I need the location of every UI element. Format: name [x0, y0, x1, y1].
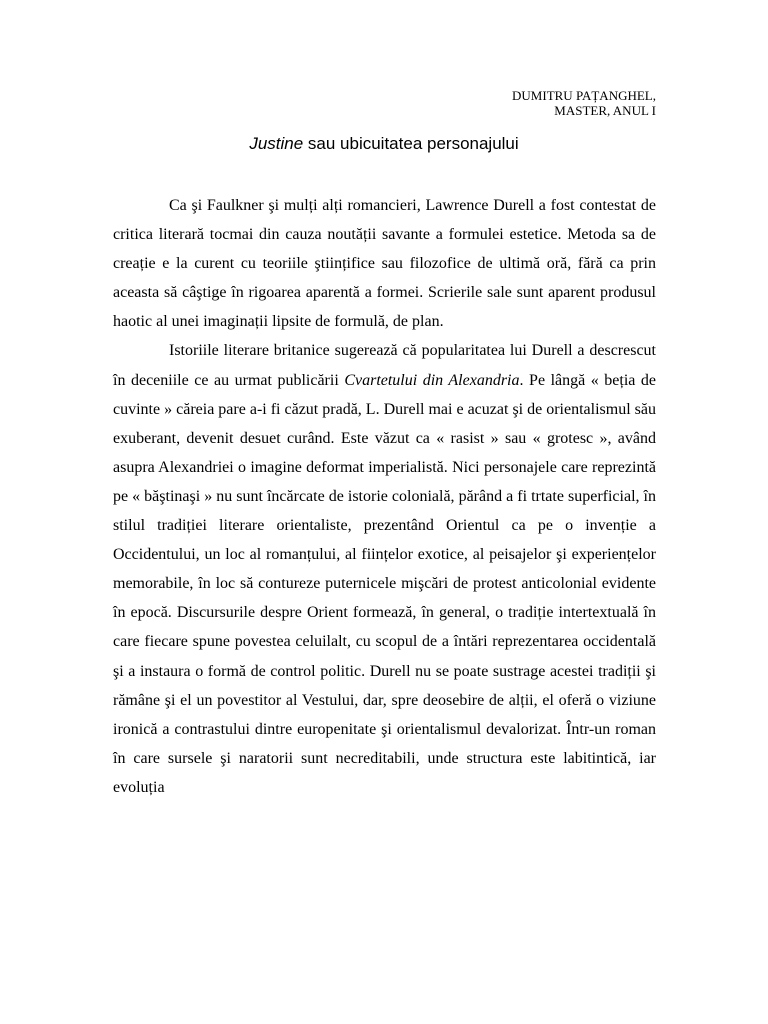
title-rest: sau ubicuitatea personajului: [303, 134, 519, 153]
paragraph-2: [113, 336, 656, 802]
book-title-italic: Cvartetului din Alexandria: [344, 371, 520, 389]
document-title: [0, 133, 768, 155]
paragraph-1: Ca şi Faulkner şi mulți alți romancieri, Lawrence Durell a fost contestat de critica literară tocmai din cauza noutății savante a formulei estetice. Metoda sa de creație e la curent cu teoriile ştiințifice sau filozofice de ultimă oră, fără ca prin aceasta să câştige în rigoarea aparentă a formei. Scrierile sale sunt aparent produsul haotic al unei imaginații lipsite de formulă, de plan.: [113, 197, 656, 331]
author-name: DUMITRU PAȚANGHEL,: [512, 88, 656, 103]
document-body: [113, 191, 656, 802]
author-block: [512, 88, 656, 118]
title-italic-part: Justine: [249, 134, 304, 153]
paragraph-2-text-end: . Pe lângă « beția de cuvinte » căreia pare a-i fi căzut pradă, L. Durell mai e acuzat şi de orientalismul său exuberant, devenit desuet curând. Este văzut ca « rasist » sau « grotesc », având asupra Alexandriei o imagine deformat imperialistă. Nici personajele care reprezintă pe « băştinaşi » nu sunt încărcate de istorie colonială, părând a fi trtate superficial, în stilul tradiției literare orientaliste, prezentând Orientul ca pe o invenție a Occidentului, un loc al romanțului, al ființelor exotice, al peisajelor şi experiențelor memorabile, în loc să contureze puternicele mişcări de protest anticolonial evidente în epocă. Discursurile despre Orient formează, în general, o tradiție intertextuală în care fiecare spune povestea celuilalt, cu scopul de a întări reprezentarea occidentală şi a instaura o formă de control politic. Durell nu se poate sustrage acestei tradiții şi rămâne şi el un povestitor al Vestului, dar, spre deosebire de alții, el oferă o viziune ironică a contrastului dintre europenitate şi orientalismul devalorizat. Într-un roman în care sursele şi naratorii sunt necreditabili, unde structura este labitintică, iar evoluția: [113, 371, 657, 796]
author-affiliation: MASTER, ANUL I: [554, 103, 656, 118]
paragraph-2-text-start: Istoriile literare britanice sugerează că popularitatea lui Durell a descrescut în deceniile ce au urmat publicării: [113, 342, 656, 389]
